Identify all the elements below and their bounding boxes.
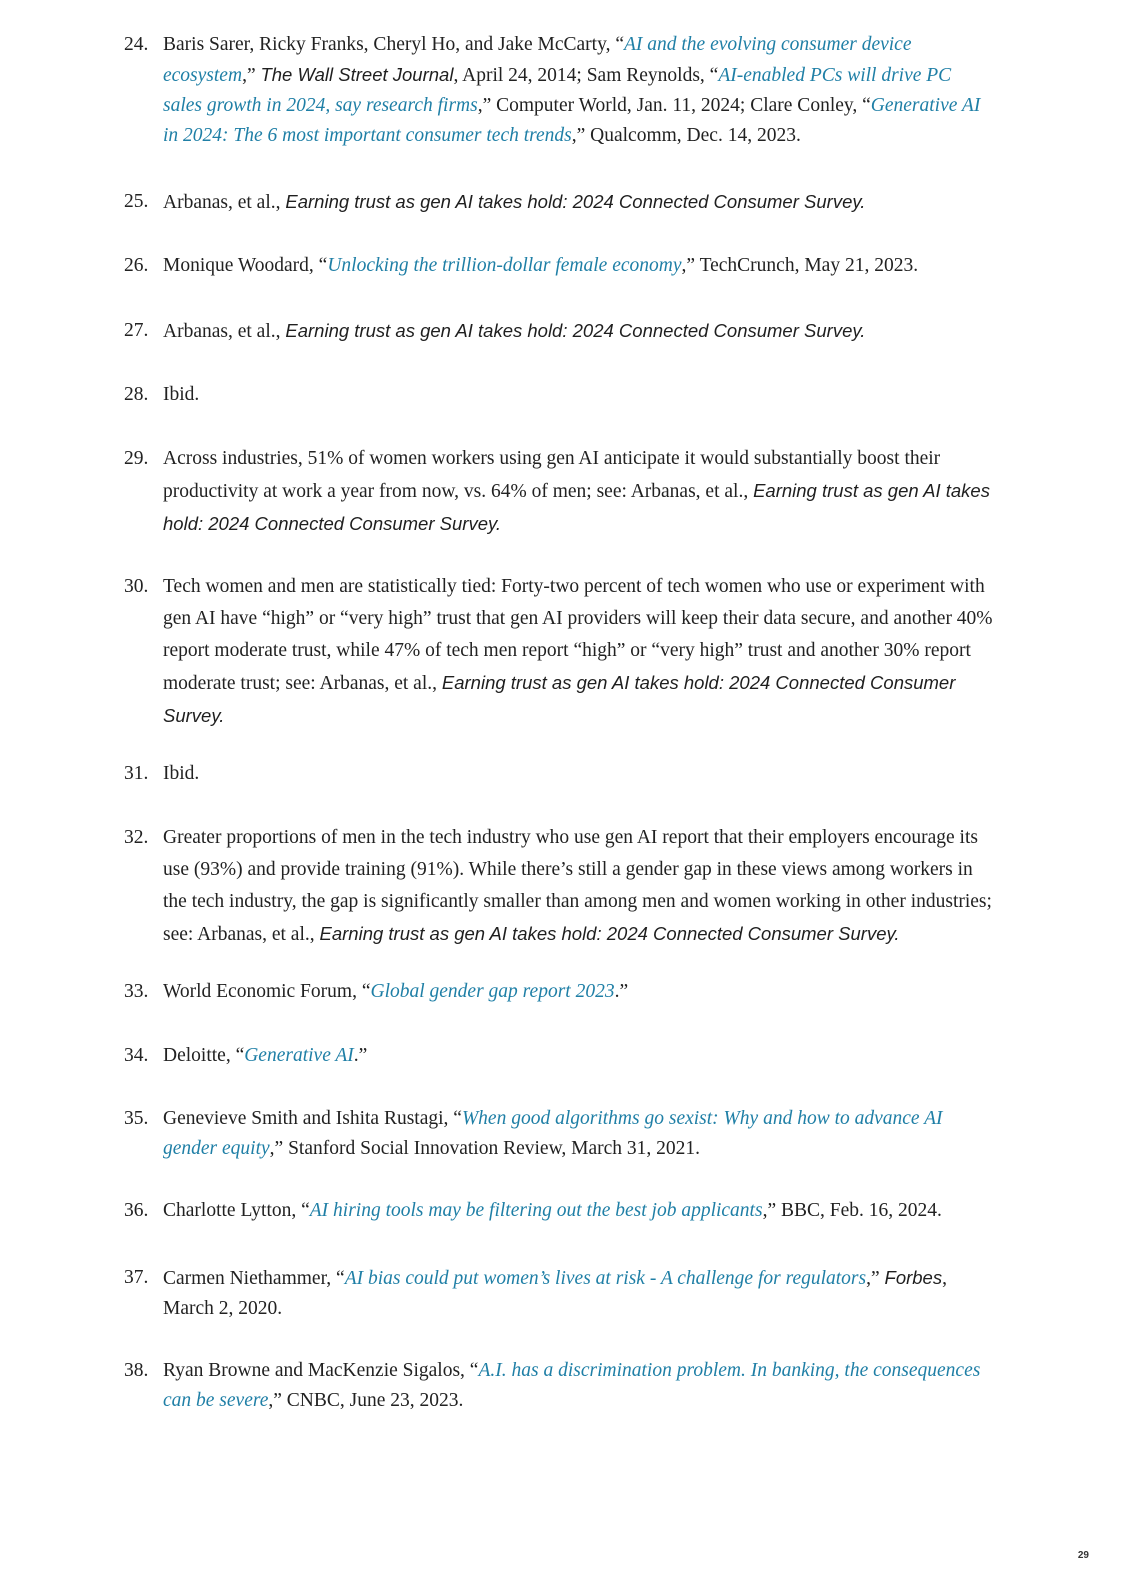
citation-link[interactable]: When good algorithms go sexist: Why and how to advance AI gender equity <box>163 1108 943 1159</box>
endnote-number: 25. <box>124 191 149 212</box>
publication-title: Earning trust as gen AI takes hold: 2024 Connected Consumer Survey. <box>163 480 990 534</box>
citation-link[interactable]: A.I. has a discrimination problem. In banking, the consequences can be severe <box>163 1360 981 1411</box>
text-segment: Across industries, 51% of women workers using gen AI anticipate it would substantially boost their productivity at work a year from now, vs. 64% of men; see: Arbanas, et al., <box>163 448 941 502</box>
text-segment: Ibid. <box>163 384 200 405</box>
text-segment: World Economic Forum, “ <box>163 981 371 1002</box>
text-segment: Monique Woodard, “ <box>163 255 328 276</box>
text-segment: ,” <box>242 65 261 86</box>
text-segment: .” <box>353 1045 368 1066</box>
text-segment: Genevieve Smith and Ishita Rustagi, “ <box>163 1108 462 1129</box>
text-segment: Greater proportions of men in the tech industry who use gen AI report that their employers encourage its use (93%) and provide training (91%). While there’s still a gender gap in these views among workers in the tech industry, the gap is significantly smaller than among men and women working in other industries; see: Arbanas, et al., <box>163 827 992 945</box>
endnote-text <box>163 1041 994 1071</box>
endnote-text <box>163 380 994 410</box>
publication-title: Earning trust as gen AI takes hold: 2024 Connected Consumer Survey. <box>285 320 866 341</box>
endnote-text <box>163 571 994 733</box>
endnote-33 <box>124 977 994 1007</box>
text-segment: , April 24, 2014; Sam Reynolds, “ <box>453 65 719 86</box>
publication-title: Forbes <box>884 1267 943 1288</box>
endnote-37 <box>124 1263 994 1324</box>
text-segment: Carmen Niethammer, “ <box>163 1268 345 1289</box>
endnote-number: 27. <box>124 320 149 341</box>
text-segment: Arbanas, et al., <box>163 192 286 213</box>
endnote-text <box>163 1196 994 1226</box>
endnote-text <box>163 187 994 218</box>
citation-link[interactable]: Global gender gap report 2023 <box>370 981 615 1002</box>
endnote-text <box>163 30 994 151</box>
text-segment: Baris Sarer, Ricky Franks, Cheryl Ho, and Jake McCarty, “ <box>163 34 624 55</box>
endnote-29 <box>124 443 994 541</box>
endnote-text <box>163 759 994 789</box>
text-segment: Ryan Browne and MacKenzie Sigalos, “ <box>163 1360 479 1381</box>
text-segment: ,” Stanford Social Innovation Review, March 31, 2021. <box>269 1138 701 1159</box>
endnote-number: 31. <box>124 763 149 784</box>
endnote-number: 28. <box>124 384 149 405</box>
endnote-34 <box>124 1041 994 1071</box>
endnote-27 <box>124 316 994 347</box>
endnote-32 <box>124 822 994 951</box>
publication-title: Earning trust as gen AI takes hold: 2024 Connected Consumer Survey. <box>319 923 900 944</box>
endnote-number: 26. <box>124 255 149 276</box>
endnote-number: 24. <box>124 34 149 55</box>
endnote-number: 30. <box>124 576 149 597</box>
publication-title: Earning trust as gen AI takes hold: 2024 Connected Consumer Survey. <box>285 191 866 212</box>
endnote-text <box>163 251 994 281</box>
text-segment: Tech women and men are statistically tied: Forty-two percent of tech women who use or experiment with gen AI have “high” or “very high” trust that gen AI providers will keep their data secure, and another 40% report moderate trust, while 47% of tech men report “high” or “very high” trust and another 30% report moderate trust; see: Arbanas, et al., <box>163 576 993 694</box>
page-number: 29 <box>1077 1550 1089 1561</box>
endnote-text <box>163 443 994 541</box>
endnote-number: 36. <box>124 1200 149 1221</box>
endnote-38 <box>124 1356 994 1416</box>
endnote-text <box>163 822 994 951</box>
endnote-number: 33. <box>124 981 149 1002</box>
endnote-number: 35. <box>124 1108 149 1129</box>
text-segment: Deloitte, “ <box>163 1045 245 1066</box>
text-segment: ,” Qualcomm, Dec. 14, 2023. <box>571 125 801 146</box>
publication-title: The Wall Street Journal <box>260 64 454 85</box>
text-segment: ,” BBC, Feb. 16, 2024. <box>762 1200 942 1221</box>
citation-link[interactable]: AI bias could put women’s lives at risk - A challenge for regulators <box>344 1268 867 1289</box>
endnote-text <box>163 1104 994 1164</box>
citation-link[interactable]: AI hiring tools may be filtering out the best job applicants <box>309 1200 763 1221</box>
endnote-number: 34. <box>124 1045 149 1066</box>
citation-link[interactable]: Unlocking the trillion-dollar female economy <box>327 255 682 276</box>
text-segment: ,” CNBC, June 23, 2023. <box>268 1390 464 1411</box>
text-segment: Charlotte Lytton, “ <box>163 1200 310 1221</box>
text-segment: Ibid. <box>163 763 200 784</box>
endnote-26 <box>124 251 994 281</box>
citation-link[interactable]: Generative AI <box>244 1045 354 1066</box>
endnote-24 <box>124 30 994 151</box>
text-segment: ,” Computer World, Jan. 11, 2024; Clare Conley, “ <box>477 95 871 116</box>
endnote-35 <box>124 1104 994 1164</box>
endnote-text <box>163 1263 994 1324</box>
publication-title: Earning trust as gen AI takes hold: 2024 Connected Consumer Survey. <box>163 672 956 726</box>
endnote-text <box>163 1356 994 1416</box>
endnote-text <box>163 977 994 1007</box>
text-segment: ,” <box>866 1268 885 1289</box>
endnote-28 <box>124 380 994 410</box>
endnote-number: 38. <box>124 1360 149 1381</box>
endnote-36 <box>124 1196 994 1226</box>
endnote-number: 32. <box>124 827 149 848</box>
text-segment: .” <box>614 981 629 1002</box>
endnote-number: 29. <box>124 448 149 469</box>
citation-link[interactable]: AI and the evolving consumer device ecosystem <box>163 34 912 86</box>
endnote-30 <box>124 571 994 733</box>
endnote-text <box>163 316 994 347</box>
endnote-number: 37. <box>124 1267 149 1288</box>
endnote-25 <box>124 187 994 218</box>
endnote-31 <box>124 759 994 789</box>
citation-link[interactable]: Generative AI in 2024: The 6 most important consumer tech trends <box>163 95 981 146</box>
citation-link[interactable]: AI-enabled PCs will drive PC sales growth in 2024, say research firms <box>163 65 952 116</box>
text-segment: Arbanas, et al., <box>163 321 286 342</box>
text-segment: ,” TechCrunch, May 21, 2023. <box>681 255 919 276</box>
text-segment: , March 2, 2020. <box>163 1268 947 1319</box>
